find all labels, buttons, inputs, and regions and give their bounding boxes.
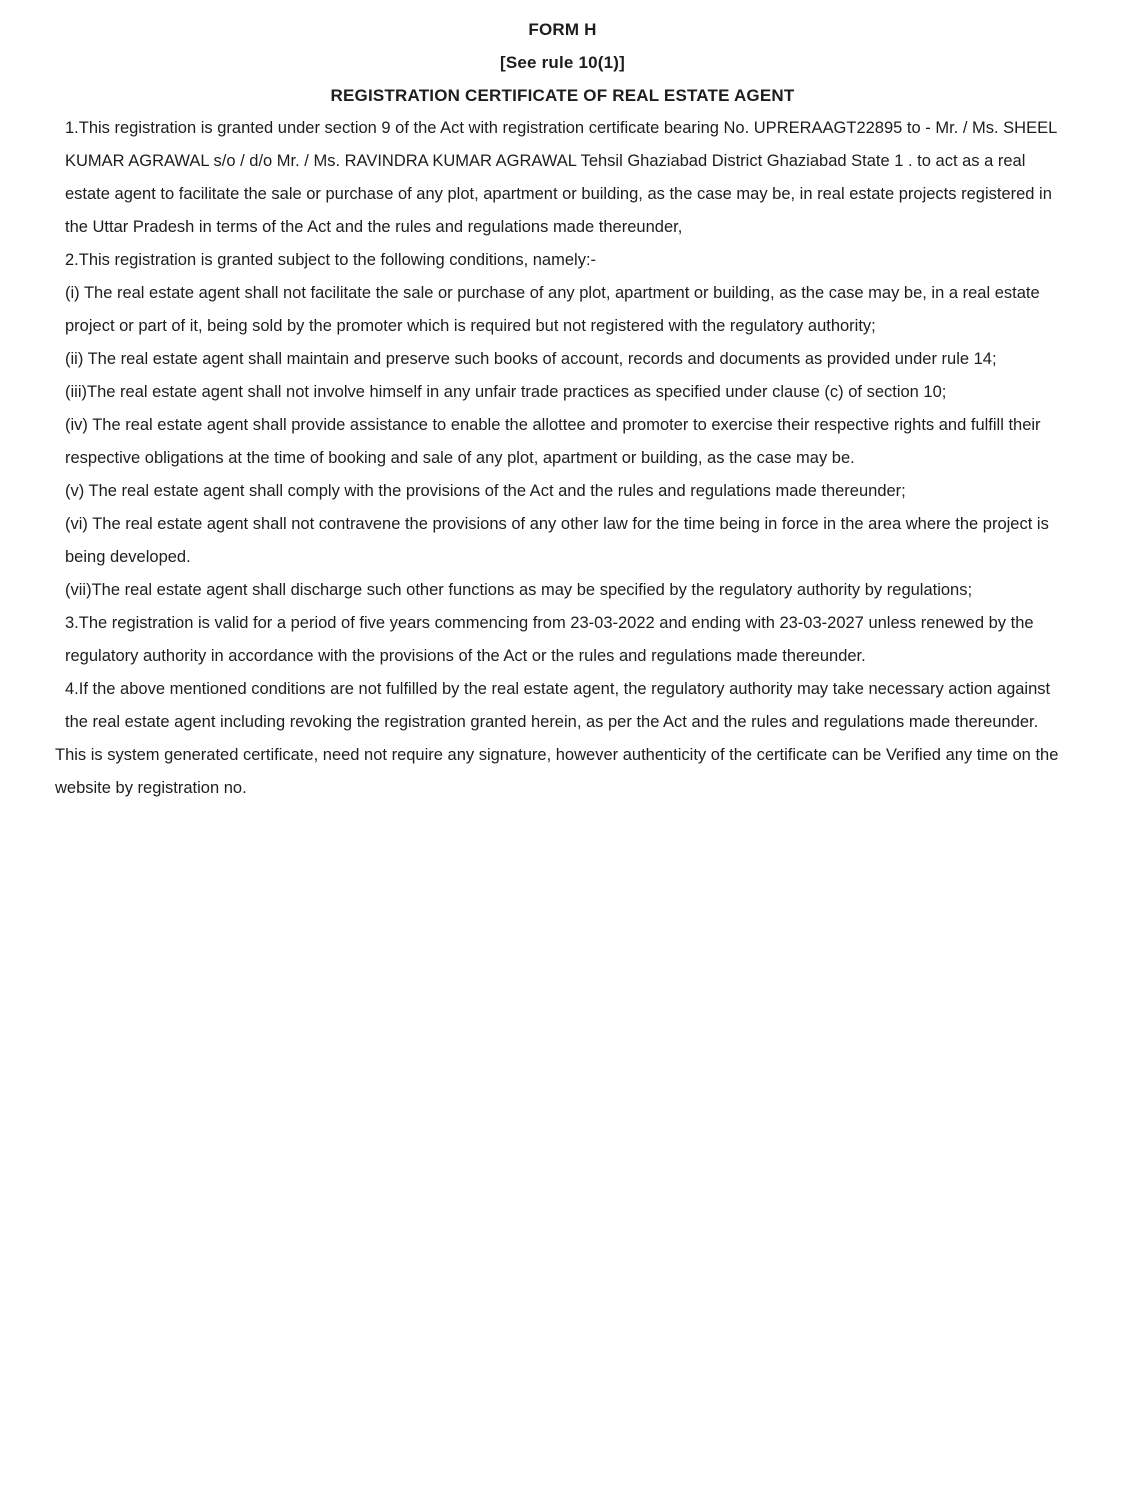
certificate-body — [55, 112, 1076, 805]
certificate-title: REGISTRATION CERTIFICATE OF REAL ESTATE AGENT — [330, 86, 795, 105]
condition-iv: (iv) The real estate agent shall provide assistance to enable the allottee and promoter to exercise their respective rights and fulfill their respective obligations at the time of booking and sale of any plot, apartment or building, as the case may be. — [65, 416, 1041, 467]
form-title: FORM H — [528, 20, 597, 39]
clause-2-conditions-intro: 2.This registration is granted subject to the following conditions, namely:- — [65, 251, 597, 269]
condition-vi: (vi) The real estate agent shall not contravene the provisions of any other law for the time being in force in the area where the project is being developed. — [65, 515, 1049, 566]
condition-iii: (iii)The real estate agent shall not involve himself in any unfair trade practices as specified under clause (c) of section 10; — [65, 383, 947, 401]
condition-v: (v) The real estate agent shall comply with the provisions of the Act and the rules and regulations made thereunder; — [65, 482, 906, 500]
certificate-header — [0, 0, 1125, 112]
condition-vii: (vii)The real estate agent shall discharge such other functions as may be specified by the regulatory authority by regulations; — [65, 581, 973, 599]
clause-1-grant: 1.This registration is granted under section 9 of the Act with registration certificate bearing No. UPRERAAGT22895 to - Mr. / Ms. SHEEL KUMAR AGRAWAL s/o / d/o Mr. / Ms. RAVINDRA KUMAR AGRAWAL Tehsil Ghaziabad District Ghaziabad State 1 . to act as a real estate agent to facilitate the sale or purchase of any plot, apartment or building, as the case may be, in real estate projects registered in the Uttar Pradesh in terms of the Act and the rules and regulations made thereunder, — [65, 119, 1057, 236]
condition-ii: (ii) The real estate agent shall maintain and preserve such books of account, records and documents as provided under rule 14; — [65, 350, 997, 368]
condition-i: (i) The real estate agent shall not facilitate the sale or purchase of any plot, apartment or building, as the case may be, in a real estate project or part of it, being sold by the promoter which is required but not registered with the regulatory authority; — [65, 284, 1040, 335]
clause-3-validity: 3.The registration is valid for a period of five years commencing from 23-03-2022 and ending with 23-03-2027 unless renewed by the regulatory authority in accordance with the provisions of the Act or the rules and regulations made thereunder. — [65, 614, 1034, 665]
system-generated-note: This is system generated certificate, need not require any signature, however authenticity of the certificate can be Verified any time on the website by registration no. — [55, 746, 1059, 797]
rule-reference: [See rule 10(1)] — [499, 53, 626, 72]
clause-4-revocation: 4.If the above mentioned conditions are not fulfilled by the real estate agent, the regulatory authority may take necessary action against the real estate agent including revoking the registration granted herein, as per the Act and the rules and regulations made thereunder. — [65, 680, 1051, 731]
